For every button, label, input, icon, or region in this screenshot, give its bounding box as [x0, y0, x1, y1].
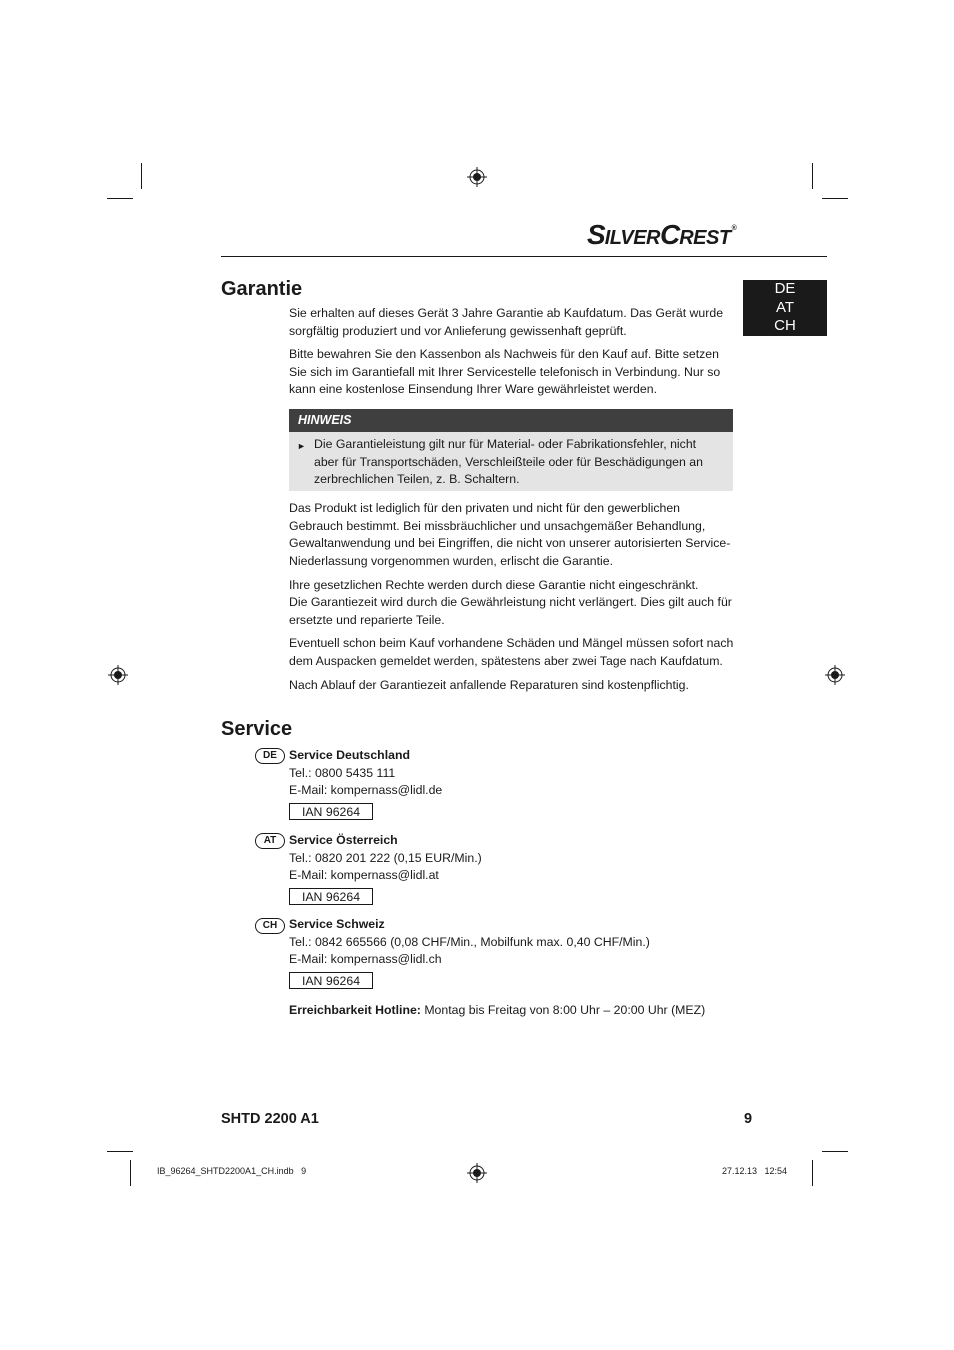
garantie-paragraph: Das Produkt ist lediglich für den privaten und nicht für den gewerblichen Gebrauch bestimmt. Bei missbräuchlicher und unsachgemäßer Behandlung, Gewaltanwendung und bei Eingriffen, die nicht von unserer autorisierten Service-Niederlassung vorgenommen wurden, erlischt die Garantie. [289, 501, 731, 568]
service-title: Service Österreich [289, 833, 398, 847]
country-badge-at: AT [255, 833, 285, 849]
crop-mark [822, 198, 848, 199]
footer-model: SHTD 2200 A1 [221, 1111, 319, 1127]
crop-mark [107, 1151, 133, 1152]
service-heading: Service [221, 718, 293, 740]
service-email: E-Mail: kompernass@lidl.ch [289, 952, 442, 966]
ian-box: IAN 96264 [289, 972, 373, 989]
crop-mark [812, 163, 813, 189]
hinweis-box [289, 432, 733, 491]
registration-mark-icon [108, 665, 128, 685]
service-tel: Tel.: 0800 5435 111 [289, 765, 396, 780]
ian-box: IAN 96264 [289, 803, 373, 820]
crop-mark [107, 198, 133, 199]
service-email: E-Mail: kompernass@lidl.de [289, 783, 443, 797]
service-entry-de [289, 747, 749, 800]
garantie-paragraph: Nach Ablauf der Garantiezeit anfallende Reparaturen sind kostenpflichtig. [289, 678, 689, 692]
brand-logo: SILVERCREST® [587, 219, 737, 250]
language-code: DE [774, 280, 796, 297]
service-tel: Tel.: 0820 201 222 (0,15 EUR/Min.) [289, 850, 482, 865]
registration-mark-icon [467, 167, 487, 187]
hotline-text: Montag bis Freitag von 8:00 Uhr – 20:00 Uhr (MEZ) [424, 1003, 706, 1017]
print-slug-file: IB_96264_SHTD2200A1_CH.indb 9 [157, 1166, 307, 1176]
print-slug-date: 27.12.13 12:54 [722, 1166, 788, 1176]
garantie-heading: Garantie [221, 278, 303, 300]
crop-mark [812, 1160, 813, 1186]
garantie-paragraph: Die Garantiezeit wird durch die Gewährleistung nicht verlängert. Dies gilt auch für ersetzte und reparierte Teile. [289, 595, 732, 627]
page-number: 9 [744, 1111, 753, 1127]
service-title: Service Schweiz [289, 917, 385, 931]
ian-box: IAN 96264 [289, 888, 373, 905]
garantie-paragraph: Ihre gesetzlichen Rechte werden durch diese Garantie nicht eingeschränkt. [289, 578, 699, 592]
service-email: E-Mail: kompernass@lidl.at [289, 868, 439, 882]
country-badge-de: DE [255, 748, 285, 764]
service-title: Service Deutschland [289, 748, 410, 762]
language-code: AT [775, 298, 795, 316]
arrow-right-icon: ► [297, 441, 306, 451]
hinweis-title: HINWEIS [289, 409, 733, 432]
crop-mark [130, 1160, 131, 1186]
country-badge-ch: CH [255, 918, 285, 934]
service-entry-at [289, 832, 749, 885]
crop-mark [141, 163, 142, 189]
garantie-paragraph: Eventuell schon beim Kauf vorhandene Schäden und Mängel müssen sofort nach dem Auspacken gemeldet werden, spätestens aber zwei Tage nach Kaufdatum. [289, 636, 734, 668]
hinweis-text: Die Garantieleistung gilt nur für Material- oder Fabrikationsfehler, nicht aber für Transportschäden, Verschleißteile oder für Beschädigungen an zerbrechlichen Teilen, z. B. Schaltern. [314, 437, 703, 486]
service-entry-ch [289, 916, 749, 969]
crop-mark [822, 1151, 848, 1152]
hotline-info [289, 1002, 749, 1020]
registration-mark-icon [467, 1163, 487, 1183]
language-tab [743, 280, 827, 336]
language-code: CH [774, 317, 796, 334]
garantie-paragraph: Sie erhalten auf dieses Gerät 3 Jahre Garantie ab Kaufdatum. Das Gerät wurde sorgfältig produziert und vor Anlieferung gewissenhaft geprüft. [289, 306, 724, 338]
registration-mark-icon [825, 665, 845, 685]
header-rule [221, 256, 827, 257]
garantie-paragraph: Bitte bewahren Sie den Kassenbon als Nachweis für den Kauf auf. Bitte setzen Sie sich im Garantiefall mit Ihrer Servicestelle telefonisch in Verbindung. Nur so kann eine kostenlose Einsendung Ihrer Ware gewährleistet werden. [289, 347, 721, 396]
hotline-label: Erreichbarkeit Hotline: [289, 1003, 421, 1017]
service-tel: Tel.: 0842 665566 (0,08 CHF/Min., Mobilfunk max. 0,40 CHF/Min.) [289, 934, 650, 949]
